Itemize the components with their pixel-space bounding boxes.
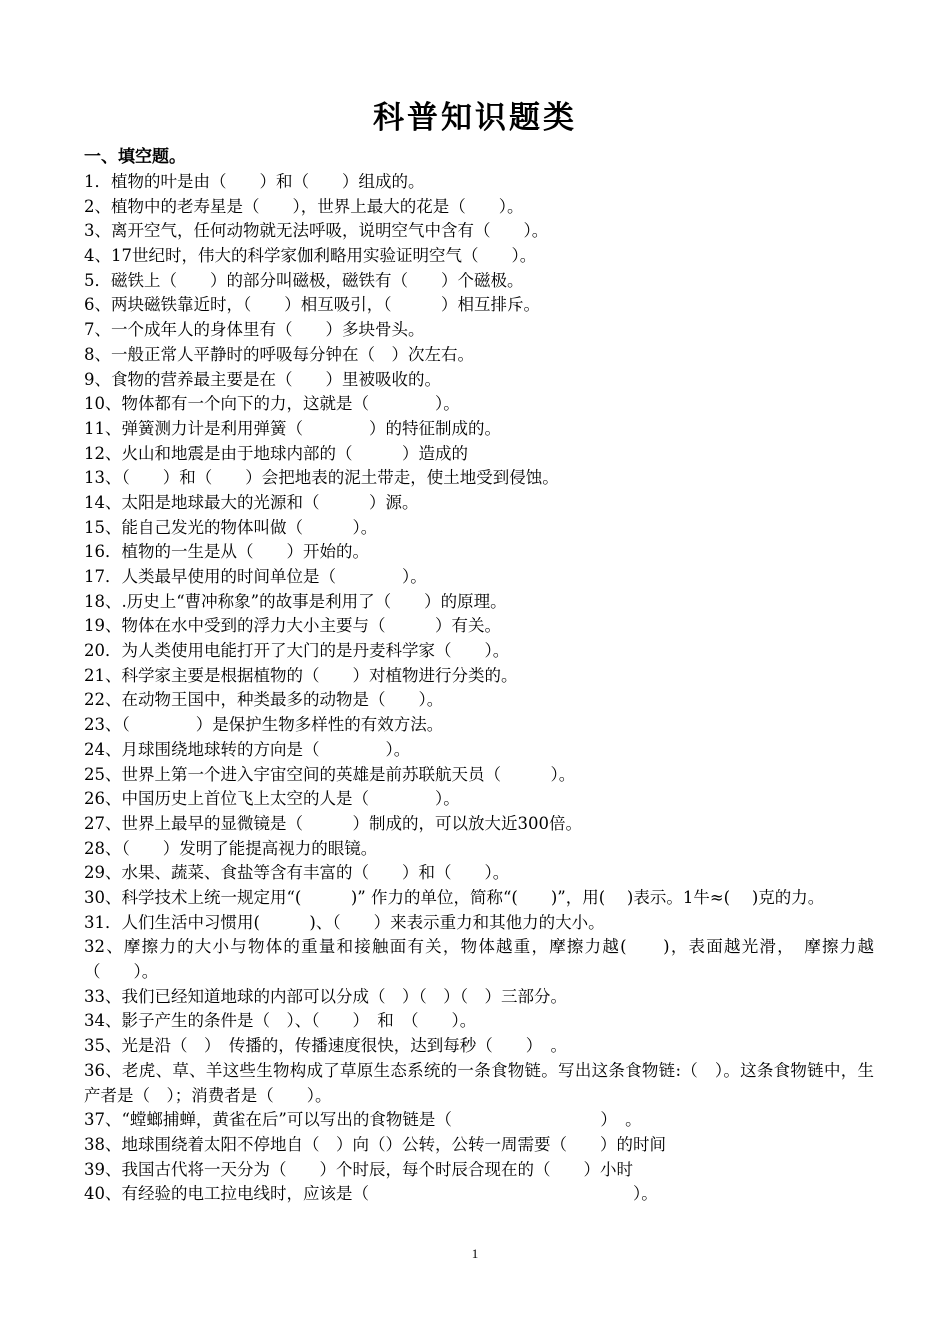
question-item: 28、（ ）发明了能提高视力的眼镜。 xyxy=(84,838,378,858)
question-item: 32、摩擦力的大小与物体的重量和接触面有关，物体越重，摩擦力越( )，表面越光滑， 摩擦力越（ ）。 xyxy=(84,937,874,982)
question-item: 33、我们已经知道地球的内部可以分成（ ）（ ）（ ）三部分。 xyxy=(84,986,567,1006)
question-item: 22、在动物王国中，种类最多的动物是（ ）。 xyxy=(84,690,444,710)
question-item: 18、.历史上“曹冲称象”的故事是利用了（ ）的原理。 xyxy=(84,591,507,611)
question-item: 37、“螳螂捕蝉，黄雀在后”可以写出的食物链是（ ） 。 xyxy=(84,1110,642,1130)
section-heading: 一、填空题。 xyxy=(84,147,186,167)
question-item: 9、食物的营养最主要是在（ ）里被吸收的。 xyxy=(84,369,441,389)
question-item: 26、中国历史上首位飞上太空的人是（ ）。 xyxy=(84,789,460,809)
question-item: 27、世界上最早的显微镜是（ ）制成的，可以放大近300倍。 xyxy=(84,813,582,833)
question-item: 15、能自己发光的物体叫做（ ）。 xyxy=(84,517,378,537)
question-item: 11、弹簧测力计是利用弹簧（ ）的特征制成的。 xyxy=(84,418,501,438)
document-title: 科普知识题类 xyxy=(373,100,577,136)
question-item: 14、太阳是地球最大的光源和（ ）源。 xyxy=(84,492,419,512)
question-item: 29、水果、蔬菜、食盐等含有丰富的（ ）和（ ）。 xyxy=(84,863,510,883)
question-item: 23、（ ）是保护生物多样性的有效方法。 xyxy=(84,715,444,735)
question-item: 36、老虎、草、羊这些生物构成了草原生态系统的一条食物链。写出这条食物链:（ ）。这条食物链中，生产者是（ ）；消费者是（ ）。 xyxy=(84,1060,874,1105)
question-item: 5．磁铁上（ ）的部分叫磁极，磁铁有（ ）个磁极。 xyxy=(84,270,524,290)
question-item: 12、火山和地震是由于地球内部的（ ）造成的 xyxy=(84,443,468,463)
question-item: 38、地球围绕着太阳不停地自（ ）向（）公转，公转一周需要（ ）的时间 xyxy=(84,1134,666,1154)
question-item: 8、一般正常人平静时的呼吸每分钟在（ ）次左右。 xyxy=(84,344,474,364)
question-item: 10、物体都有一个向下的力，这就是（ ）。 xyxy=(84,394,460,414)
question-item: 7、一个成年人的身体里有（ ）多块骨头。 xyxy=(84,320,425,340)
question-item: 39、我国古代将一天分为（ ）个时辰，每个时辰合现在的（ ）小时 xyxy=(84,1159,633,1179)
question-item: 31．人们生活中习惯用( )、（ ）来表示重力和其他力的大小。 xyxy=(84,912,605,932)
question-item: 6、两块磁铁靠近时，（ ）相互吸引，（ ）相互排斥。 xyxy=(84,295,540,315)
question-item: 30、科学技术上统一规定用“( )” 作力的单位，简称“( )”，用( )表示。1牛≈( )克的力。 xyxy=(84,887,825,907)
question-item: 13、（ ）和（ ）会把地表的泥土带走，使土地受到侵蚀。 xyxy=(84,468,559,488)
question-item: 1．植物的叶是由（ ）和（ ）组成的。 xyxy=(84,172,425,191)
question-item: 16．植物的一生是从（ ）开始的。 xyxy=(84,542,369,562)
question-item: 34、影子产生的条件是（ ）、（ ） 和 （ ）。 xyxy=(84,1011,477,1031)
question-item: 4、17世纪时，伟大的科学家伽利略用实验证明空气（ ）。 xyxy=(84,246,537,266)
page-number: 1 xyxy=(471,1246,479,1261)
question-item: 3、离开空气，任何动物就无法呼吸，说明空气中含有（ ）。 xyxy=(84,221,549,241)
question-item: 21、科学家主要是根据植物的（ ）对植物进行分类的。 xyxy=(84,665,518,685)
question-item: 2、植物中的老寿星是（ ），世界上最大的花是（ ）。 xyxy=(84,196,524,216)
question-list xyxy=(84,170,874,1207)
question-item: 17．人类最早使用的时间单位是（ ）。 xyxy=(84,567,427,586)
question-item: 35、光是沿（ ） 传播的，传播速度很快，达到每秒（ ） 。 xyxy=(84,1036,567,1056)
question-item: 40、有经验的电工拉电线时，应该是（ ）。 xyxy=(84,1184,658,1204)
question-item: 25、世界上第一个进入宇宙空间的英雄是前苏联航天员（ ）。 xyxy=(84,764,576,784)
question-item: 19、物体在水中受到的浮力大小主要与（ ）有关。 xyxy=(84,616,501,636)
question-item: 20．为人类使用电能打开了大门的是丹麦科学家（ ）。 xyxy=(84,641,510,661)
question-item: 24、月球围绕地球转的方向是（ ）。 xyxy=(84,739,411,759)
